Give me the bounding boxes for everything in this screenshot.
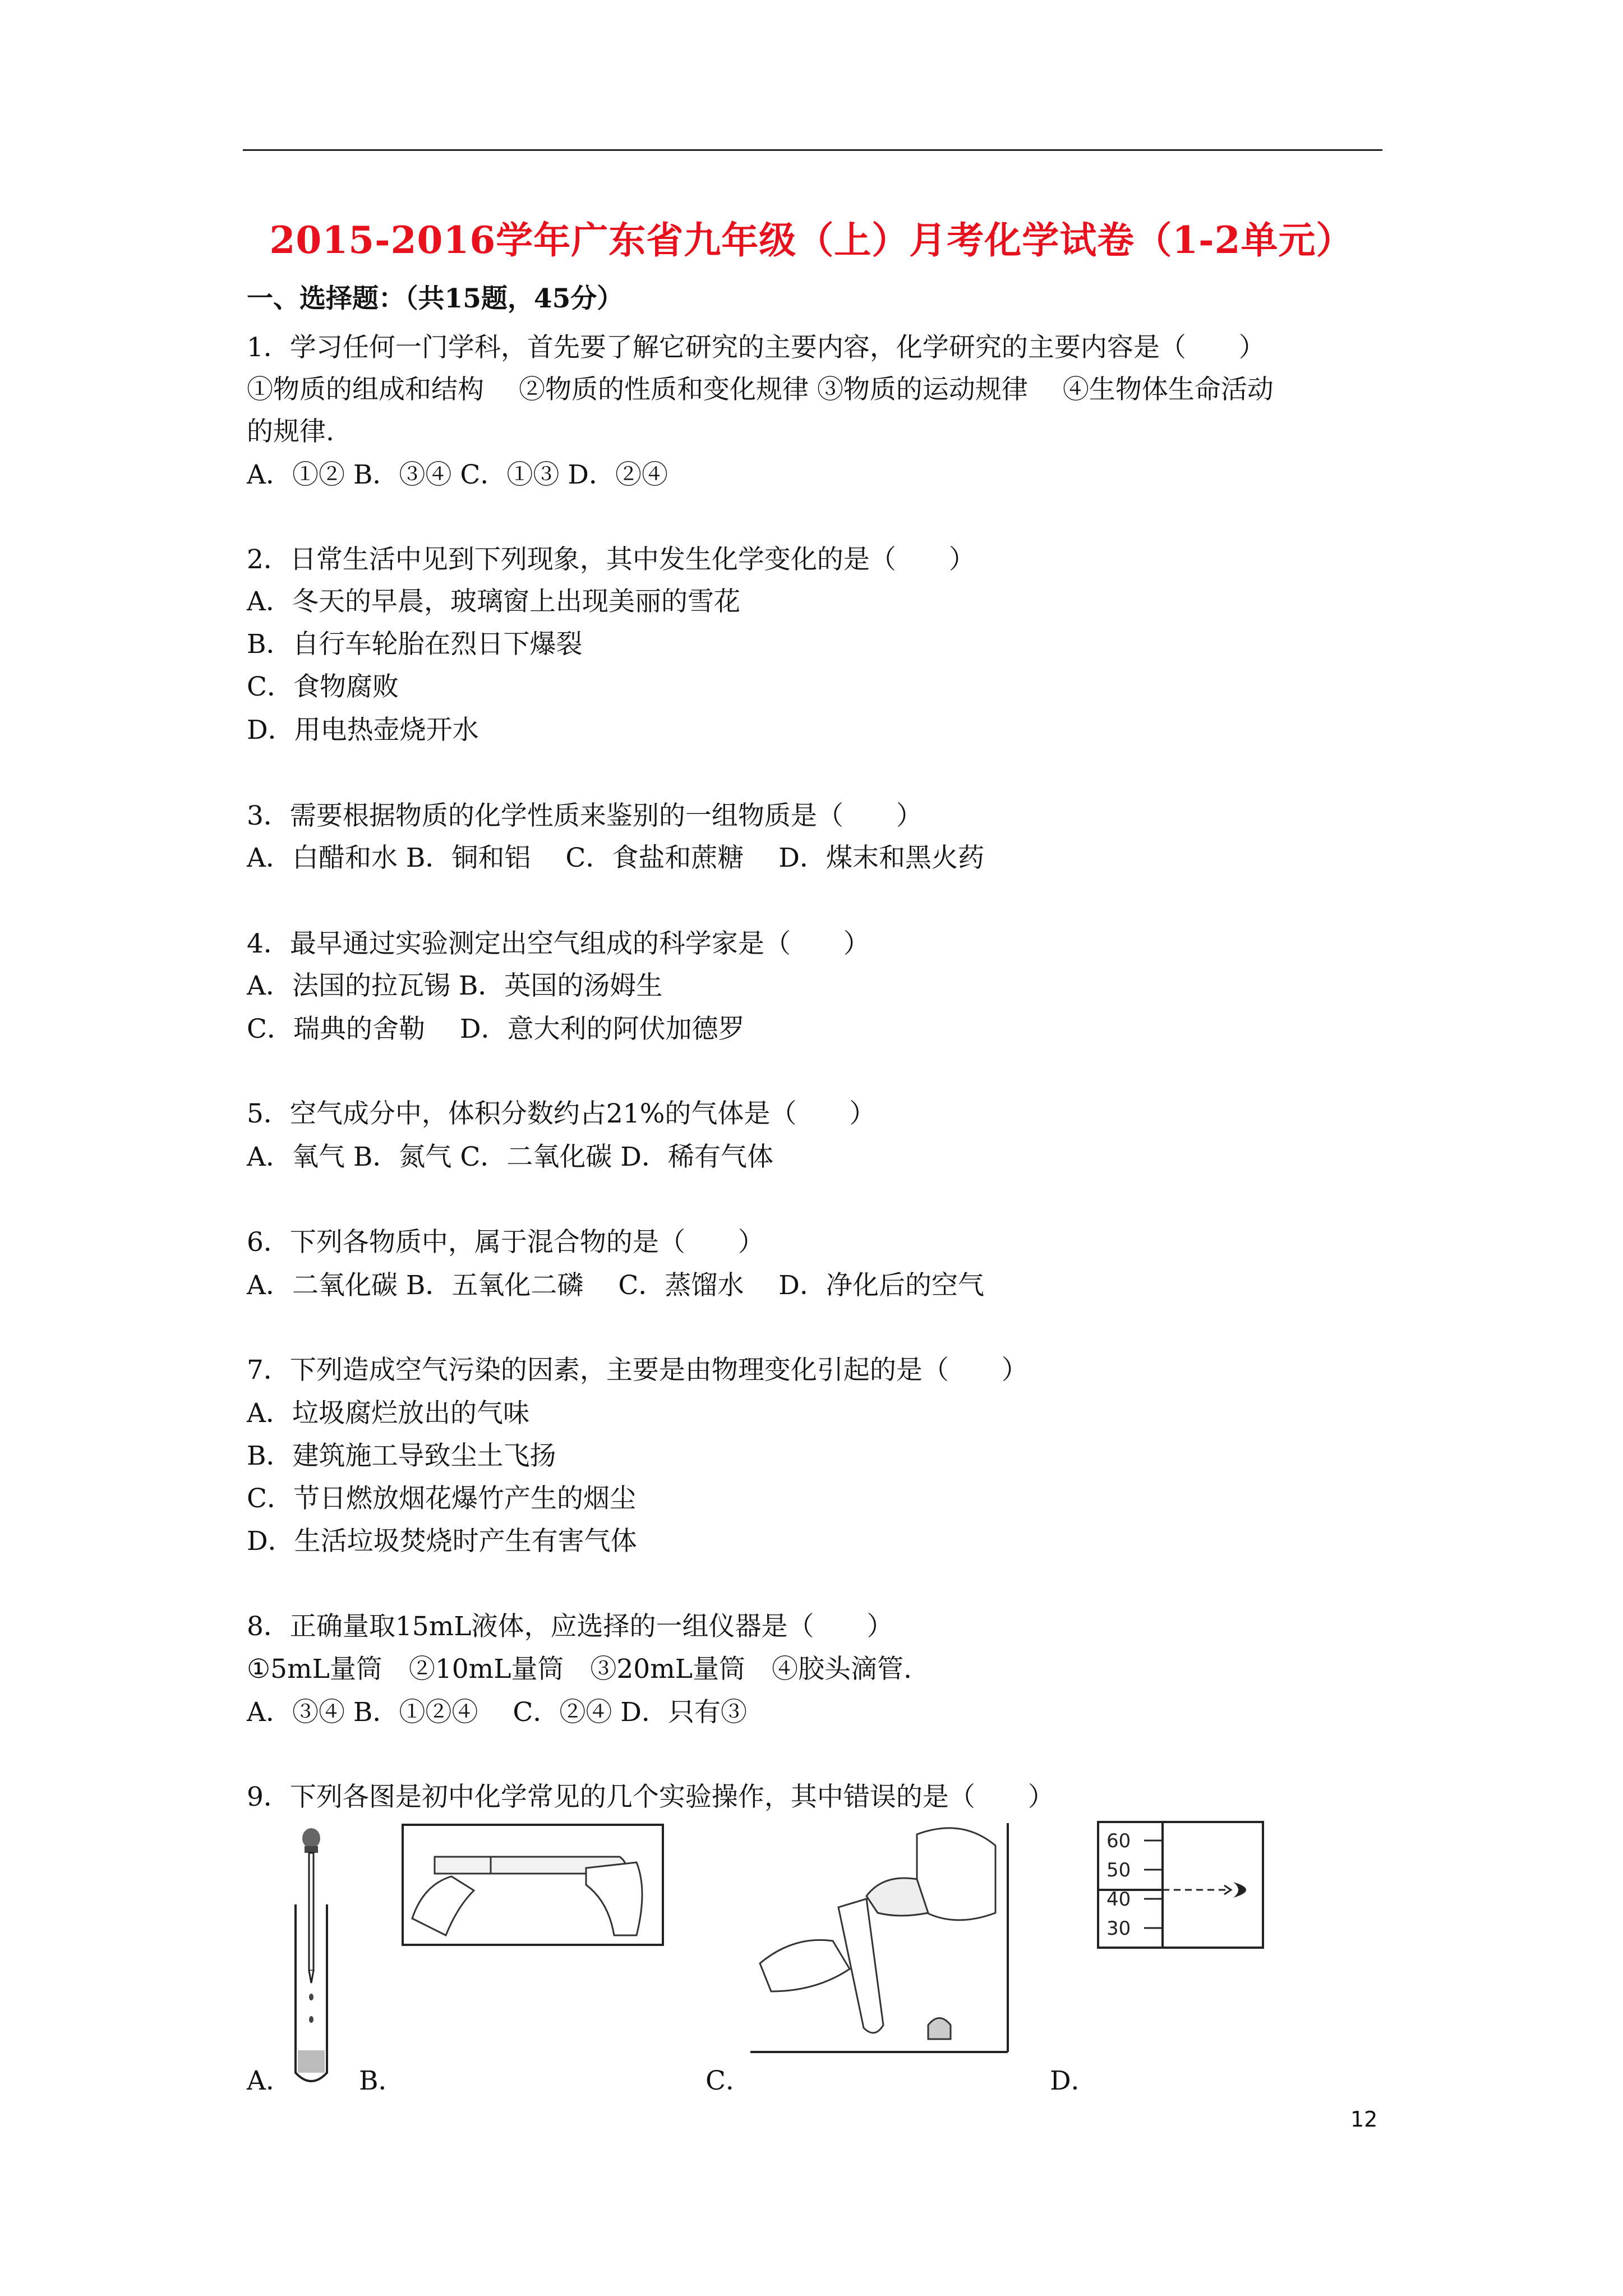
cylinder-tick-40: 40 [1106,1888,1131,1911]
question-7-option-c: C．节日燃放烟花爆竹产生的烟尘 [247,1483,636,1514]
cylinder-tick-60: 60 [1106,1830,1131,1852]
figure-label-d: D． [1050,2065,1098,2096]
question-7-option-d: D．生活垃圾焚烧时产生有害气体 [247,1526,637,1557]
header-rule [243,149,1382,151]
pouring-liquid-figure [749,1823,1009,2053]
question-4-options-ab: A．法国的拉瓦锡 B．英国的汤姆生 [247,970,663,1001]
question-1-items: ①物质的组成和结构 ②物质的性质和变化规律 ③物质的运动规律 ④生物体生命活动 [247,374,1274,405]
question-2-stem: 2．日常生活中见到下列现象，其中发生化学变化的是（ ） [247,544,975,575]
question-1-items-cont: 的规律. [247,416,334,447]
question-2-option-a: A．冬天的早晨，玻璃窗上出现美丽的雪花 [247,586,740,617]
question-7-stem: 7．下列造成空气污染的因素，主要是由物理变化引起的是（ ） [247,1355,1028,1386]
question-9-stem: 9．下列各图是初中化学常见的几个实验操作，其中错误的是（ ） [247,1782,1054,1812]
question-3-options: A．白醋和水 B．铜和铝 C．食盐和蔗糖 D．煤末和黑火药 [247,843,984,873]
figure-label-c: C． [706,2065,752,2096]
question-5-options: A．氧气 B．氮气 C．二氧化碳 D．稀有气体 [247,1142,773,1172]
question-5-stem: 5．空气成分中，体积分数约占21%的气体是（ ） [247,1098,876,1129]
figure-label-b: B． [359,2065,405,2096]
exam-title: 2015-2016学年广东省九年级（上）月考化学试卷（1-2单元） [269,218,1354,262]
question-4-stem: 4．最早通过实验测定出空气组成的科学家是（ ） [247,928,870,959]
question-8-stem: 8．正确量取15mL液体，应选择的一组仪器是（ ） [247,1611,893,1642]
section-heading: 一、选择题：（共15题，45分） [247,283,624,314]
cylinder-tick-30: 30 [1106,1917,1131,1940]
question-8-options: A．③④ B．①②④ C．②④ D．只有③ [247,1697,747,1728]
question-1-stem: 1．学习任何一门学科，首先要了解它研究的主要内容，化学研究的主要内容是（ ） [247,332,1265,363]
question-7-option-b: B．建筑施工导致尘土飞扬 [247,1441,556,1471]
question-4-options-cd: C．瑞典的舍勒 D．意大利的阿伏加德罗 [247,1014,745,1045]
question-7-option-a: A．垃圾腐烂放出的气味 [247,1398,529,1429]
question-2-option-c: C．食物腐败 [247,671,399,702]
question-2-option-b: B．自行车轮胎在烈日下爆裂 [247,629,583,660]
question-3-stem: 3．需要根据物质的化学性质来鉴别的一组物质是（ ） [247,800,923,831]
dropper-figure [283,1826,339,2087]
question-6-stem: 6．下列各物质中，属于混合物的是（ ） [247,1227,764,1258]
question-2-option-d: D．用电热壶烧开水 [247,715,479,746]
test-tube-handling-figure [401,1823,665,1947]
page-number: 12 [1350,2107,1378,2132]
cylinder-tick-50: 50 [1106,1859,1131,1881]
question-6-options: A．二氧化碳 B．五氧化二磷 C．蒸馏水 D．净化后的空气 [247,1270,984,1301]
question-8-items: ①5mL量筒 ②10mL量筒 ③20mL量筒 ④胶头滴管. [247,1654,912,1685]
question-1-options: A．①② B．③④ C．①③ D．②④ [247,459,668,490]
graduated-cylinder-figure [1096,1820,1265,1949]
figure-label-a: A． [247,2065,292,2096]
